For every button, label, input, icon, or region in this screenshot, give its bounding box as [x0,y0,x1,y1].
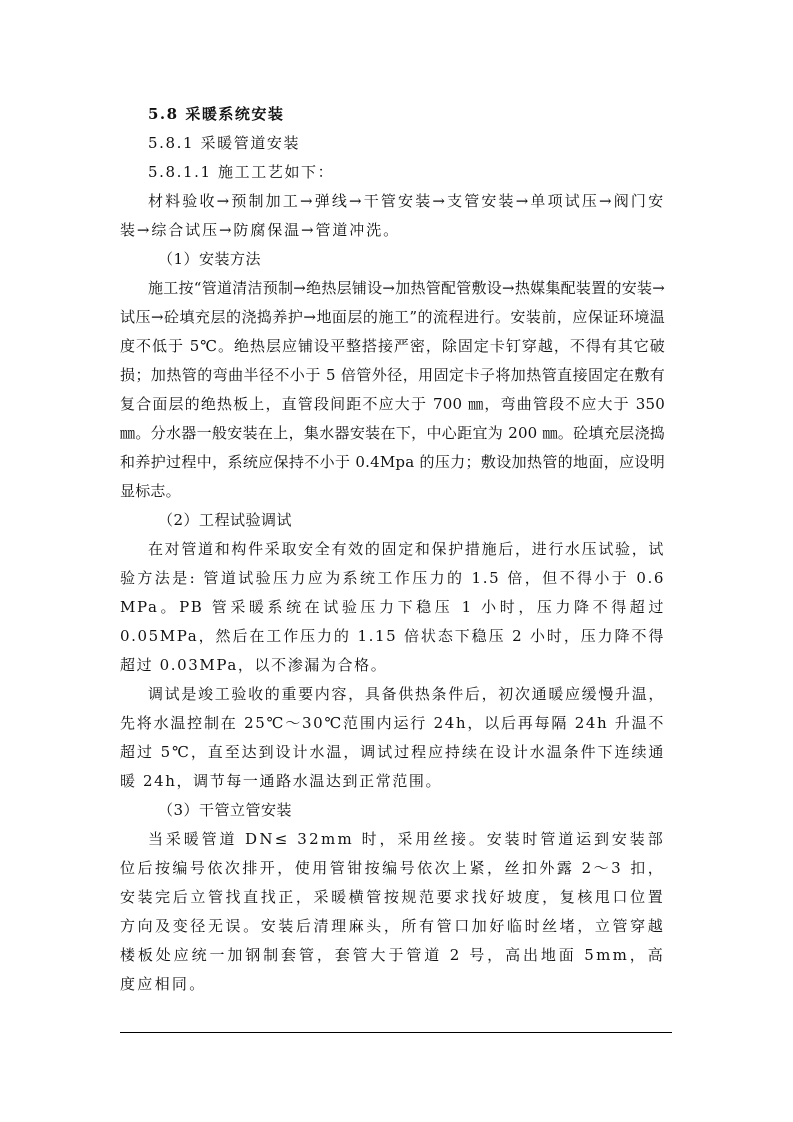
document-page [120,100,665,999]
item-3-paragraph: 当采暖管道 DN≤ 32mm 时，采用丝接。安装时管道运到安装部位后按编号依次排开，使用管钳按编号依次上紧，丝扣外露 2～3 扣，安装完后立管找直找正，采暖横管按规范要求找好坡度，复核甩口位置方向及变径无误。安装后清理麻头，所有管口加好临时丝堵，立管穿越楼板处应统一加钢制套管，套管大于管道 2 号，高出地面 5mm，高度应相同。 [120,830,665,993]
item-2-title: （2）工程试验调试 [158,511,293,529]
item-1-title: （1）安装方法 [158,250,262,268]
subsection-heading: 5.8.1 采暖管道安装 [148,134,301,152]
item-3-title: （3）干管立管安装 [158,801,293,819]
item-1-paragraph: 施工按“管道清洁预制→绝热层铺设→加热管配管敷设→热媒集配装置的安装→试压→砼填充层的浇捣养护→地面层的施工”的流程进行。安装前，应保证环境温度不低于 5℃。绝热层应铺设平整搭接严密，除固定卡钉穿越，不得有其它破损；加热管的弯曲半径不小于 5 倍管外径，用固定卡子将加热管直接固定在敷有复合面层的绝热板上，直管段间距不应大于 700 ㎜，弯曲管段不应大于 350 ㎜。分水器一般安装在上，集水器安装在下，中心距宜为 200 ㎜。砼填充层浇捣和养护过程中，系统应保持不小于 0.4Mpa 的压力；敷设加热管的地面，应设明显标志。 [120,279,665,500]
item-2-paragraph-2: 调试是竣工验收的重要内容，具备供热条件后，初次通暖应缓慢升温，先将水温控制在 25℃～30℃范围内运行 24h，以后再每隔 24h 升温不超过 5℃，直至达到设计水温，调试过程应持续在设计水温条件下连续通暖 24h，调节每一通路水温达到正常范围。 [120,685,665,790]
item-2-paragraph-1: 在对管道和构件采取安全有效的固定和保护措施后，进行水压试验，试验方法是: 管道试验压力应为系统工作压力的 1.5 倍，但不得小于 0.6 MPa。PB 管采暖系统在试验压力下稳压 1 小时，压力降不得超过 0.05MPa，然后在工作压力的 1.15 倍状态下稳压 2 小时，压力降不得超过 0.03MPa，以不渗漏为合格。 [120,540,665,674]
section-heading: 5.8 采暖系统安装 [148,105,285,123]
process-flow-paragraph: 材料验收→预制加工→弹线→干管安装→支管安装→单项试压→阀门安装→综合试压→防腐保温→管道冲洗。 [120,192,665,239]
subsubsection-heading: 5.8.1.1 施工工艺如下： [148,163,335,181]
footer-divider [120,1032,672,1033]
